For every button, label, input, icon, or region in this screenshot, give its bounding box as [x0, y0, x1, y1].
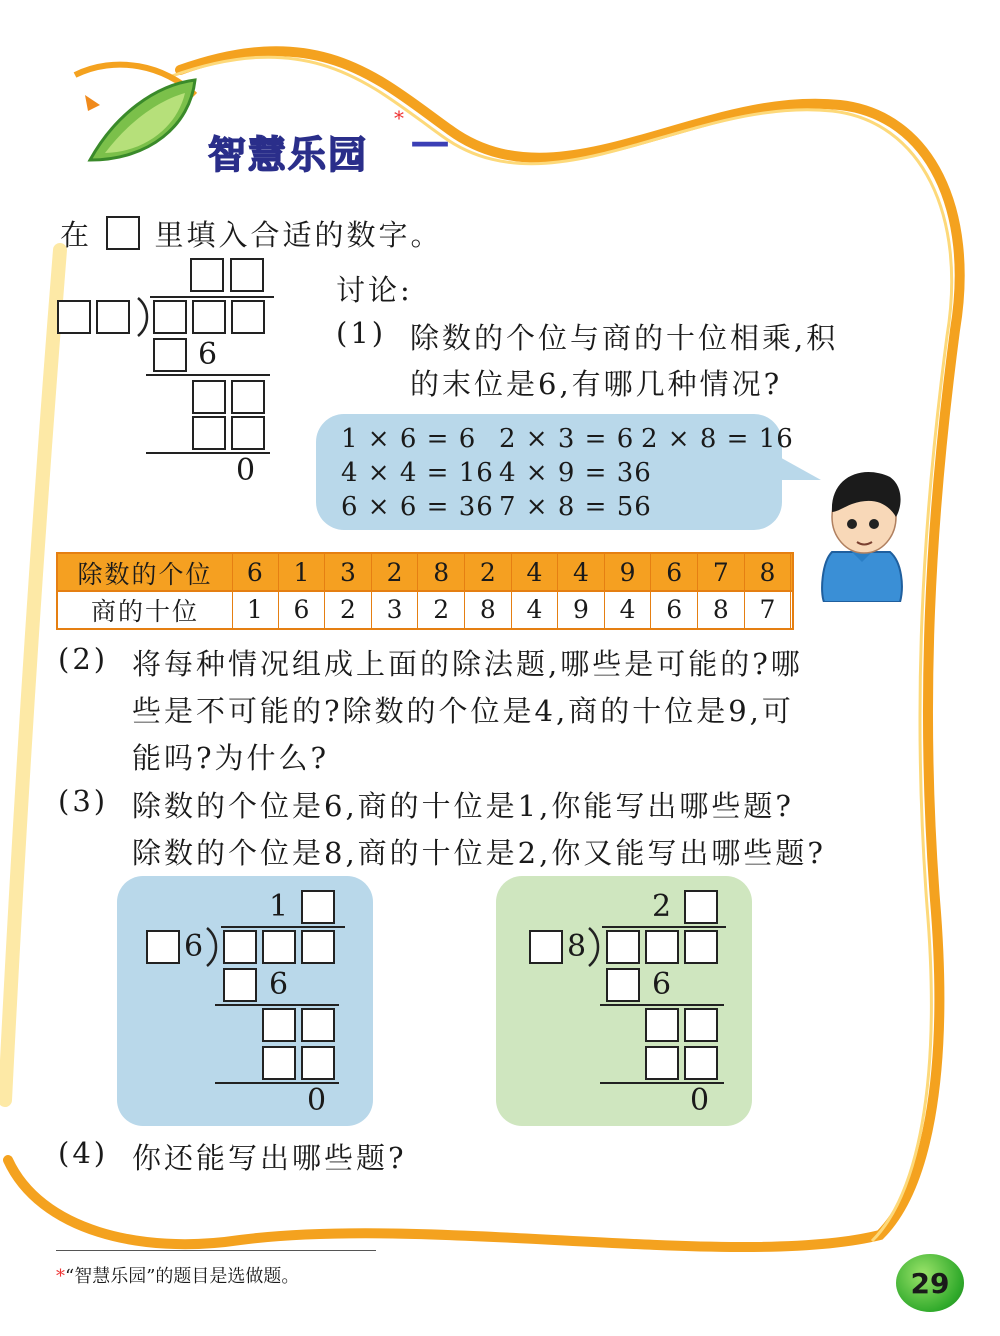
divisor-digit: 6 [184, 929, 204, 964]
product-eq: 1 × 6 = 6 [341, 424, 477, 454]
product-digit: 6 [269, 967, 289, 1002]
product-eq: 7 × 8 = 56 [499, 492, 652, 522]
q3-line1: 除数的个位是6,商的十位是1,你能写出哪些题? [132, 789, 794, 823]
product-digit: 6 [198, 337, 218, 372]
table-cell: 2 [325, 591, 372, 628]
sub-box-1 [645, 1046, 679, 1080]
intro-suffix: 里填入合适的数字。 [154, 218, 443, 252]
table-cell: 8 [418, 554, 465, 591]
footnote-star: * [56, 1266, 65, 1287]
table-cell: 9 [605, 554, 652, 591]
product-box [606, 968, 640, 1002]
dividend-box-1 [606, 930, 640, 964]
intro-text [60, 213, 442, 254]
table-cell: 6 [651, 591, 698, 628]
dividend-box-2 [645, 930, 679, 964]
diff-box-1 [645, 1008, 679, 1042]
intro-box [106, 216, 140, 250]
q3-number: (3) [58, 784, 109, 818]
dividend-box-1 [223, 930, 257, 964]
sub-box-2 [301, 1046, 335, 1080]
division-panel-blue [117, 876, 373, 1126]
table-cell: 4 [605, 591, 652, 628]
quotient-digit: 1 [269, 889, 289, 924]
table-cell: 4 [558, 554, 605, 591]
table-cell: 7 [745, 591, 792, 628]
product-box [223, 968, 257, 1002]
q2-line3: 能吗?为什么? [132, 741, 330, 775]
section-title: 智慧乐园 [208, 133, 369, 177]
division-panel-green [496, 876, 752, 1126]
product-eq: 6 × 6 = 36 [341, 492, 494, 522]
product-eq: 4 × 4 = 16 [341, 458, 494, 488]
sub-box-1 [192, 416, 226, 450]
product-digit: 6 [652, 967, 672, 1002]
product-eq: 2 × 8 = 16 [641, 424, 794, 454]
page-number-badge [896, 1254, 964, 1312]
table-row-1-header: 除数的个位 [58, 554, 233, 591]
subtract-line-1 [146, 374, 270, 376]
diff-box-2 [301, 1008, 335, 1042]
product-eq: 2 × 3 = 6 [499, 424, 635, 454]
subtract-line-1 [215, 1004, 339, 1006]
quotient-digit: 2 [652, 889, 672, 924]
division-bar [602, 926, 726, 928]
division-bar [150, 296, 274, 298]
sub-box-1 [262, 1046, 296, 1080]
quotient-box [684, 890, 718, 924]
footnote [56, 1262, 299, 1288]
discussion-label: 讨论: [336, 273, 413, 307]
division-bar [221, 926, 345, 928]
footnote-divider [56, 1250, 376, 1251]
diff-box-2 [684, 1008, 718, 1042]
products-row-3 [341, 492, 657, 522]
products-row-1 [341, 424, 799, 454]
dividend-box-1 [153, 300, 187, 334]
q4-text: 你还能写出哪些题? [132, 1141, 407, 1175]
dividend-box-2 [192, 300, 226, 334]
boy-illustration [812, 462, 912, 602]
division-bracket [587, 926, 605, 968]
q2-line2: 些是不可能的?除数的个位是4,商的十位是9,可 [132, 694, 794, 728]
dividend-box-3 [231, 300, 265, 334]
division-bracket [205, 926, 223, 968]
q4-number: (4) [58, 1136, 109, 1170]
table-cell: 9 [558, 591, 605, 628]
table-cell: 7 [698, 554, 745, 591]
product-eq: 4 × 9 = 36 [499, 458, 652, 488]
sub-box-2 [231, 416, 265, 450]
q1-line2: 的末位是6,有哪几种情况? [410, 367, 783, 401]
remainder: 0 [690, 1083, 710, 1118]
quotient-box [301, 890, 335, 924]
q1-number: (1) [336, 316, 387, 350]
divisor-box-1 [57, 300, 91, 334]
dividend-box-2 [262, 930, 296, 964]
table-cell: 6 [651, 554, 698, 591]
q3-line2: 除数的个位是8,商的十位是2,你又能写出哪些题? [132, 836, 826, 870]
q2-number: (2) [58, 642, 109, 676]
dividend-box-3 [684, 930, 718, 964]
divisor-digit: 8 [567, 929, 587, 964]
product-box-1 [153, 338, 187, 372]
quotient-box-1 [190, 258, 224, 292]
diff-box-1 [262, 1008, 296, 1042]
table-row-2-header: 商的十位 [58, 591, 233, 628]
table-cell: 4 [512, 591, 559, 628]
q2-line1: 将每种情况组成上面的除法题,哪些是可能的?哪 [132, 647, 803, 681]
footnote-text: “智慧乐园”的题目是选做题。 [65, 1266, 300, 1287]
table-cell: 1 [279, 554, 326, 591]
table-cell: 3 [372, 591, 419, 628]
diff-box-1 [192, 380, 226, 414]
divisor-box-2 [96, 300, 130, 334]
table-cell: 2 [372, 554, 419, 591]
remainder: 0 [236, 453, 256, 488]
intro-prefix: 在 [60, 218, 93, 252]
table-cell: 2 [465, 554, 512, 591]
table-cell: 8 [465, 591, 512, 628]
sub-box-2 [684, 1046, 718, 1080]
dividend-box-3 [301, 930, 335, 964]
lime-slice-icon [55, 55, 205, 175]
table-cell: 4 [512, 554, 559, 591]
division-bracket [136, 296, 154, 338]
table-cell: 1 [232, 591, 279, 628]
products-row-2 [341, 458, 657, 488]
table-cell: 6 [232, 554, 279, 591]
product-table [56, 552, 794, 630]
table-cell: 6 [279, 591, 326, 628]
quotient-box-2 [230, 258, 264, 292]
subtract-line-1 [600, 1004, 724, 1006]
table-cell: 8 [745, 554, 792, 591]
remainder: 0 [307, 1083, 327, 1118]
title-asterisk: * [394, 106, 404, 130]
table-cell: 8 [698, 591, 745, 628]
title-dash: — [410, 118, 450, 165]
table-cell: 3 [325, 554, 372, 591]
speech-bubble [316, 414, 794, 530]
table-cell: 2 [418, 591, 465, 628]
divisor-box [529, 930, 563, 964]
diff-box-2 [231, 380, 265, 414]
q1-line1: 除数的个位与商的十位相乘,积 [410, 321, 839, 355]
page-number: 29 [910, 1266, 950, 1300]
divisor-box [146, 930, 180, 964]
